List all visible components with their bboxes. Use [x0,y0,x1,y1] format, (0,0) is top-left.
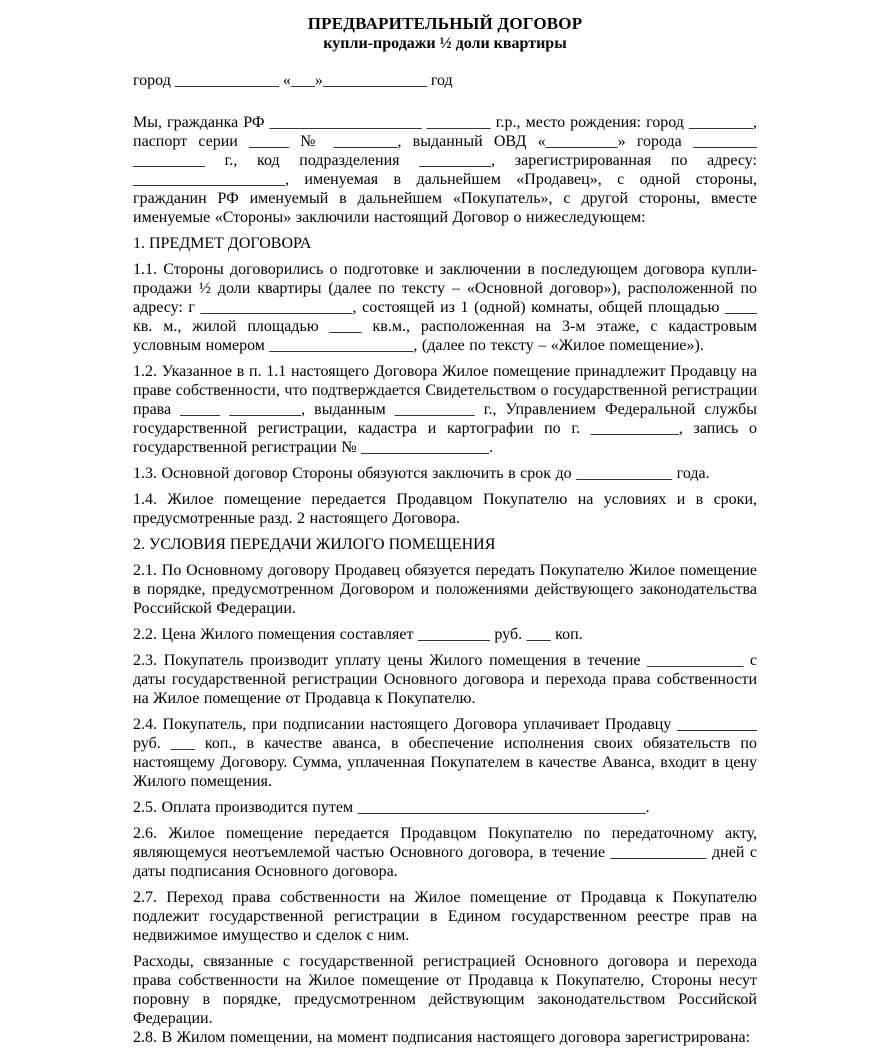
clause-2-3: 2.3. Покупатель производит уплату цены Жилого помещения в течение ____________ с даты государственной регистрации Основного договора и перехода права собственности на Жилое помещение от Продавца к Покупателю. [133,652,757,707]
clause-2-1: 2.1. По Основному договору Продавец обязуется передать Покупателю Жилое помещение в порядке, предусмотренном Договором и положениями действующего законодательства Российской Федерации. [133,562,757,617]
clause-1-2: 1.2. Указанное в п. 1.1 настоящего Договора Жилое помещение принадлежит Продавцу на праве собственности, что подтверждается Свидетельством о государственной регистрации права _____ _________, выданным __________ г., Управлением Федеральной службы государственной регистрации, кадастра и картографии по г. ___________, запись о государственной регистрации № ________________. [133,363,757,456]
doc-subtitle: купли-продажи ½ доли квартиры [323,35,567,52]
section-2-heading: 2. УСЛОВИЯ ПЕРЕДАЧИ ЖИЛОГО ПОМЕЩЕНИЯ [133,536,496,553]
expenses-paragraph: Расходы, связанные с государственной регистрацией Основного договора и перехода права собственности на Жилое помещение от Продавца к Покупателю, Стороны несут поровну в порядке, предусмотренном действующим законодательством Российской Федерации. [133,953,757,1027]
section-1-heading: 1. ПРЕДМЕТ ДОГОВОРА [133,235,312,252]
clause-2-6: 2.6. Жилое помещение передается Продавцом Покупателю по передаточному акту, являющемуся неотъемлемой частью Основного договора, в течение ____________ дней с даты подписания Основного договора. [133,825,757,880]
clause-2-2: 2.2. Цена Жилого помещения составляет _________ руб. ___ коп. [133,626,583,643]
clause-1-1: 1.1. Стороны договорились о подготовке и заключении в последующем договора купли-продажи ½ доли квартиры (далее по тексту – «Основной договор»), расположенной по адресу: г ___________________, состоящей из 1 (одной) комнаты, общей площадью ____ кв. м., жилой площадью ____ кв.м., расположенная на 3-м этаже, с кадастровым условным номером __________________, (далее по тексту – «Жилое помещение»). [133,261,757,354]
clause-1-4: 1.4. Жилое помещение передается Продавцом Покупателю на условиях и в сроки, предусмотренные разд. 2 настоящего Договора. [133,491,757,527]
clause-2-7: 2.7. Переход права собственности на Жилое помещение от Продавца к Покупателю подлежит государственной регистрации в Едином государственном реестре прав на недвижимое имущество и сделок с ним. [133,889,757,944]
clause-1-3: 1.3. Основной договор Стороны обязуются заключить в срок до ____________ года. [133,465,710,482]
dateline: город _____________ «___»_____________ год [133,72,453,89]
clause-2-5: 2.5. Оплата производится путем ____________________________________. [133,799,650,816]
clause-2-8: 2.8. В Жилом помещении, на момент подписания настоящего договора зарегистрирована: [133,1029,751,1046]
clause-2-4: 2.4. Покупатель, при подписании настоящего Договора уплачивает Продавцу __________ руб. ___ коп., в качестве аванса, в обеспечение исполнения своих обязательств по настоящему Договору. Сумма, уплаченная Покупателем в качестве Аванса, входит в цену Жилого помещения. [133,716,757,790]
doc-title: ПРЕДВАРИТЕЛЬНЫЙ ДОГОВОР [307,14,583,33]
intro-paragraph: Мы, гражданка РФ ___________________ ________ г.р., место рождения: город ________, паспорт серии _____ № ________, выданный ОВД «_________» города ________ _________ г., код подразделения _________, зарегистрированная по адресу: ___________________, именуемая в дальнейшем «Продавец», с одной стороны, гражданин РФ именуемый в дальнейшем «Покупатель», с другой стороны, вместе именуемые «Стороны» заключили настоящий Договор о нижеследующем: [133,114,757,226]
